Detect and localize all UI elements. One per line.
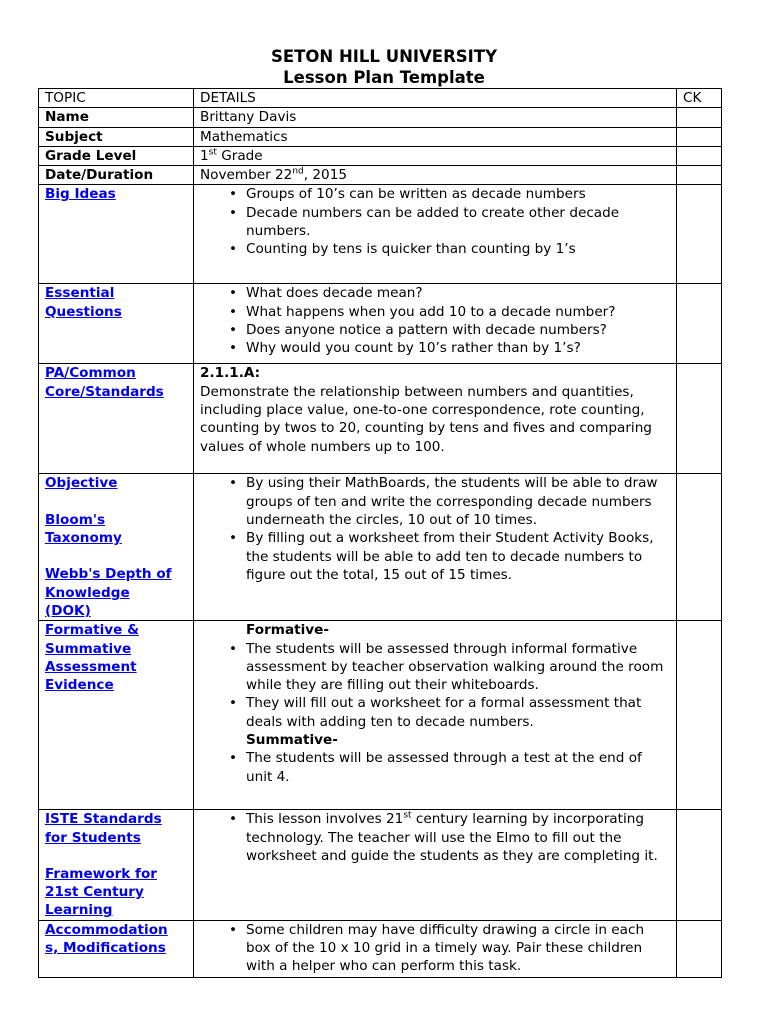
subject-row	[39, 127, 722, 146]
objective-ck	[677, 474, 722, 621]
webbs-dok-link[interactable]	[45, 565, 187, 620]
header-ck: CK	[677, 89, 722, 108]
document-subtitle: Lesson Plan Template	[283, 68, 485, 87]
assessment-link[interactable]	[45, 621, 187, 694]
big-ideas-list	[200, 185, 670, 258]
big-ideas-details	[194, 185, 677, 284]
accommodations-details	[194, 920, 677, 977]
framework-line1: Framework for	[45, 865, 158, 882]
list-item	[246, 810, 670, 865]
list-item: • By filling out a worksheet from their Student Activity Books, the students will be able to add ten to decade numbers to figure out the total, 15 out of 15 times.	[246, 529, 670, 584]
iste-pre: This lesson involves 21	[246, 811, 404, 828]
accommodations-ck	[677, 920, 722, 977]
webbs-line1: Webb's Depth of	[45, 566, 172, 583]
objective-list	[200, 474, 670, 584]
date-label: Date/Duration	[39, 166, 194, 185]
standards-details	[194, 364, 677, 474]
list-item: • By using their MathBoards, the students will be able to draw groups of ten and write the corresponding decade numbers underneath the circles, 10 out of 10 times.	[246, 474, 670, 529]
assessment-line3: Assessment	[45, 658, 137, 675]
essential-questions-link[interactable]	[45, 284, 187, 321]
iste-line2: for Students	[45, 829, 141, 846]
iste-sup: st	[403, 810, 412, 821]
accommodations-list	[200, 921, 670, 976]
blooms-line1: Bloom's	[45, 511, 106, 528]
list-item: • Does anyone notice a pattern with decade numbers?	[246, 321, 670, 339]
summative-heading: Summative-	[246, 732, 338, 749]
spacer	[45, 847, 187, 865]
assessment-label-cell	[39, 621, 194, 810]
grade-sup: st	[208, 147, 217, 158]
essential-label-line1: Essential	[45, 285, 115, 302]
header-details: DETAILS	[194, 89, 677, 108]
grade-value	[194, 146, 677, 165]
subject-value: Mathematics	[194, 127, 677, 146]
list-item: • They will fill out a worksheet for a formal assessment that deals with adding ten to decade numbers.	[246, 694, 670, 731]
name-value: Brittany Davis	[194, 108, 677, 127]
list-item: • What happens when you add 10 to a decade number?	[246, 303, 670, 321]
grade-ck	[677, 146, 722, 165]
assessment-line2: Summative	[45, 640, 132, 657]
iste-ck	[677, 810, 722, 920]
essential-label-cell	[39, 284, 194, 364]
grade-label: Grade Level	[39, 146, 194, 165]
spacer	[45, 493, 187, 511]
grade-row	[39, 146, 722, 165]
accommodations-link[interactable]	[45, 921, 187, 958]
list-item: • The students will be assessed through a test at the end of unit 4.	[246, 749, 670, 786]
subject-label: Subject	[39, 127, 194, 146]
accommodations-row	[39, 920, 722, 977]
grade-num: 1	[200, 147, 209, 164]
date-row	[39, 166, 722, 185]
iste-standards-link[interactable]	[45, 810, 187, 847]
blooms-taxonomy-link[interactable]	[45, 511, 187, 548]
standards-label-line1: PA/Common	[45, 365, 136, 382]
summative-list	[200, 749, 670, 786]
big-ideas-label-cell	[39, 185, 194, 284]
date-post: , 2015	[303, 167, 348, 184]
iste-post: century learning by incorporating technology. The teacher will use the Elmo to fill out the worksheet and guide the students as they are completing it.	[246, 811, 658, 864]
iste-label-cell	[39, 810, 194, 920]
objective-link[interactable]: Objective	[45, 475, 118, 492]
list-item: • Some children may have difficulty drawing a circle in each box of the 10 x 10 grid in a timely way. Pair these children with a helper who can perform this task.	[246, 921, 670, 976]
list-item: • Why would you count by 10’s rather than by 1’s?	[246, 339, 670, 357]
standards-row	[39, 364, 722, 474]
date-sup: nd	[292, 166, 304, 177]
objective-label-cell	[39, 474, 194, 621]
iste-row	[39, 810, 722, 920]
assessment-row	[39, 621, 722, 810]
lesson-plan-table	[38, 88, 722, 978]
standards-code: 2.1.1.A:	[200, 365, 261, 382]
header-row	[39, 89, 722, 108]
list-item: • Decade numbers can be added to create other decade numbers.	[246, 204, 670, 241]
formative-list	[200, 640, 670, 731]
name-row	[39, 108, 722, 127]
standards-label-line2: Core/Standards	[45, 383, 164, 400]
grade-rest: Grade	[216, 147, 263, 164]
list-item: • Groups of 10’s can be written as decade numbers	[246, 185, 670, 203]
iste-list	[200, 810, 670, 865]
iste-line1: ISTE Standards	[45, 811, 162, 828]
webbs-line2: Knowledge	[45, 584, 130, 601]
webbs-line3: (DOK)	[45, 602, 91, 619]
accommodations-label-cell	[39, 920, 194, 977]
objective-details	[194, 474, 677, 621]
list-item: • Counting by tens is quicker than counting by 1’s	[246, 240, 670, 258]
header-topic: TOPIC	[39, 89, 194, 108]
assessment-line1: Formative &	[45, 622, 139, 639]
standards-label-cell	[39, 364, 194, 474]
date-value	[194, 166, 677, 185]
assessment-ck	[677, 621, 722, 810]
accommodations-line1: Accommodation	[45, 921, 168, 938]
list-item: • The students will be assessed through informal formative assessment by teacher observation walking around the room while they are filling out their whiteboards.	[246, 640, 670, 695]
standards-link[interactable]	[45, 364, 187, 401]
date-ck	[677, 166, 722, 185]
accommodations-line2: s, Modifications	[45, 940, 166, 957]
document-title: SETON HILL UNIVERSITY	[270, 47, 498, 66]
formative-heading: Formative-	[246, 622, 329, 639]
essential-ck	[677, 284, 722, 364]
objective-row	[39, 474, 722, 621]
name-ck	[677, 108, 722, 127]
essential-questions-row	[39, 284, 722, 364]
essential-details	[194, 284, 677, 364]
iste-details	[194, 810, 677, 920]
big-ideas-link[interactable]: Big Ideas	[45, 186, 116, 203]
framework-link[interactable]	[45, 865, 187, 920]
standards-text: Demonstrate the relationship between numbers and quantities, including place value, one-to-one correspondence, rote counting, counting by twos to 20, counting by tens and fives and comparing values of whole numbers up to 100.	[200, 383, 652, 455]
essential-list	[200, 284, 670, 357]
blooms-line2: Taxonomy	[45, 530, 122, 547]
spacer	[45, 547, 187, 565]
name-label: Name	[39, 108, 194, 127]
big-ideas-ck	[677, 185, 722, 284]
framework-line3: Learning	[45, 902, 113, 919]
essential-label-line2: Questions	[45, 303, 122, 320]
framework-line2: 21st Century	[45, 884, 144, 901]
subject-ck	[677, 127, 722, 146]
date-pre: November 22	[200, 167, 293, 184]
assessment-line4: Evidence	[45, 677, 114, 694]
big-ideas-row	[39, 185, 722, 284]
assessment-details	[194, 621, 677, 810]
standards-ck	[677, 364, 722, 474]
list-item: • What does decade mean?	[246, 284, 670, 302]
